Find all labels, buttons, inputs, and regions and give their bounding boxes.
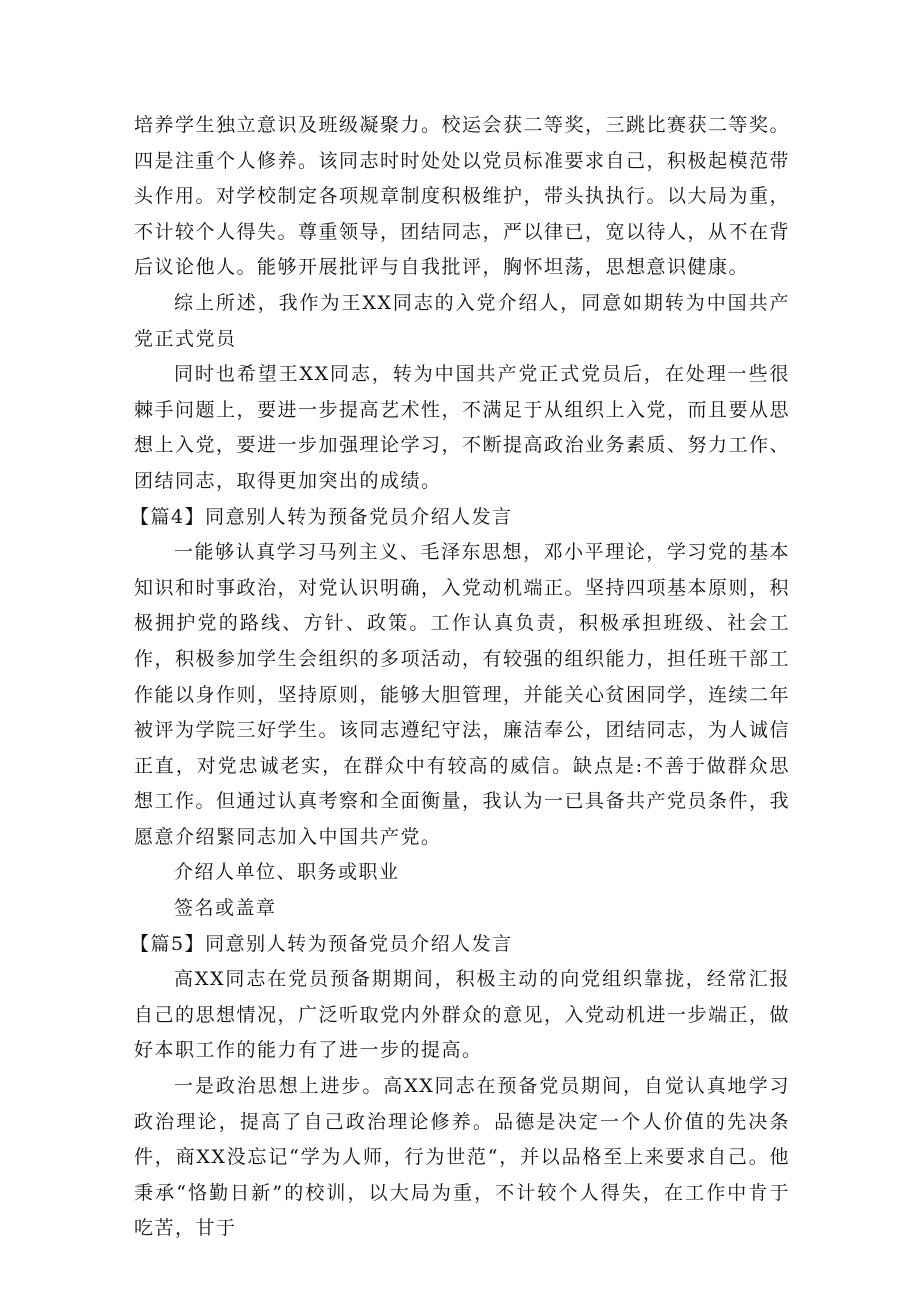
paragraph-3: 同时也希望王XX同志，转为中国共产党正式党员后，在处理一些很棘手问题上，要进一步提高艺术性，不满足于从组织上入党，而且要从思想上入党，要进一步加强理论学习，不断提高政治业务素质、努力工作、团结同志，取得更加突出的成绩。 [134, 363, 791, 492]
section-heading-5: 【篇5】同意别人转为预备党员介绍人发言 [130, 932, 513, 955]
document-page [130, 108, 791, 1247]
paragraph-2: 综上所述，我作为王XX同志的入党介绍人，同意如期转为中国共产党正式党员 [134, 291, 790, 350]
paragraph-1: 培养学生独立意识及班级凝聚力。校运会获二等奖，三跳比赛获二等奖。四是注重个人修养。该同志时时处处以党员标准要求自己，积极起模范带头作用。对学校制定各项规章制度积极维护，带头执执行。以大局为重，不计较个人得失。尊重领导，团结同志，严以律已，宽以待人，从不在背后议论他人。能够开展批评与自我批评，胸怀坦荡，思想意识健康。 [134, 114, 791, 279]
paragraph-4: 一能够认真学习马列主义、毛泽东思想，邓小平理论，学习党的基本知识和时事政治，对党认识明确，入党动机端正。坚持四项基本原则，积极拥护党的路线、方针、政策。工作认真负责，积极承担班级、社会工作，积极参加学生会组织的多项活动，有较强的组织能力，担任班干部工作能以身作则，坚持原则，能够大胆管理，并能关心贫困同学，连续二年被评为学院三好学生。该同志遵纪守法，廉洁奉公，团结同志，为人诚信正直，对党忠诚老实，在群众中有较高的威信。缺点是:不善于做群众思想工作。但通过认真考察和全面衡量，我认为一已具备共产党员条件，我愿意介绍緊同志加入中国共产党。 [134, 541, 791, 848]
section-heading-4: 【篇4】同意别人转为预备党员介绍人发言 [130, 505, 513, 528]
paragraph-5: 介绍人单位、职务或职业 [174, 861, 400, 884]
paragraph-6: 签名或盖章 [174, 897, 277, 920]
paragraph-8: 一是政治思想上进步。高XX同志在预备党员期间，自觉认真地学习政治理论，提高了自己政治理论修养。品德是决定一个人价值的先决条件，商XX没忘记“学为人师，行为世范“，并以品格至上来要求自己。他秉承“恪勤日新”的校训，以大局为重，不计较个人得失，在工作中肯于吃苦，甘于 [134, 1075, 790, 1240]
paragraph-7: 高XX同志在党员预备期期间，积极主动的向党组织靠拢，经常汇报自己的思想情况，广泛听取党内外群众的意见，入党动机进一步端正，做好本职工作的能力有了进一步的提高。 [134, 968, 791, 1062]
